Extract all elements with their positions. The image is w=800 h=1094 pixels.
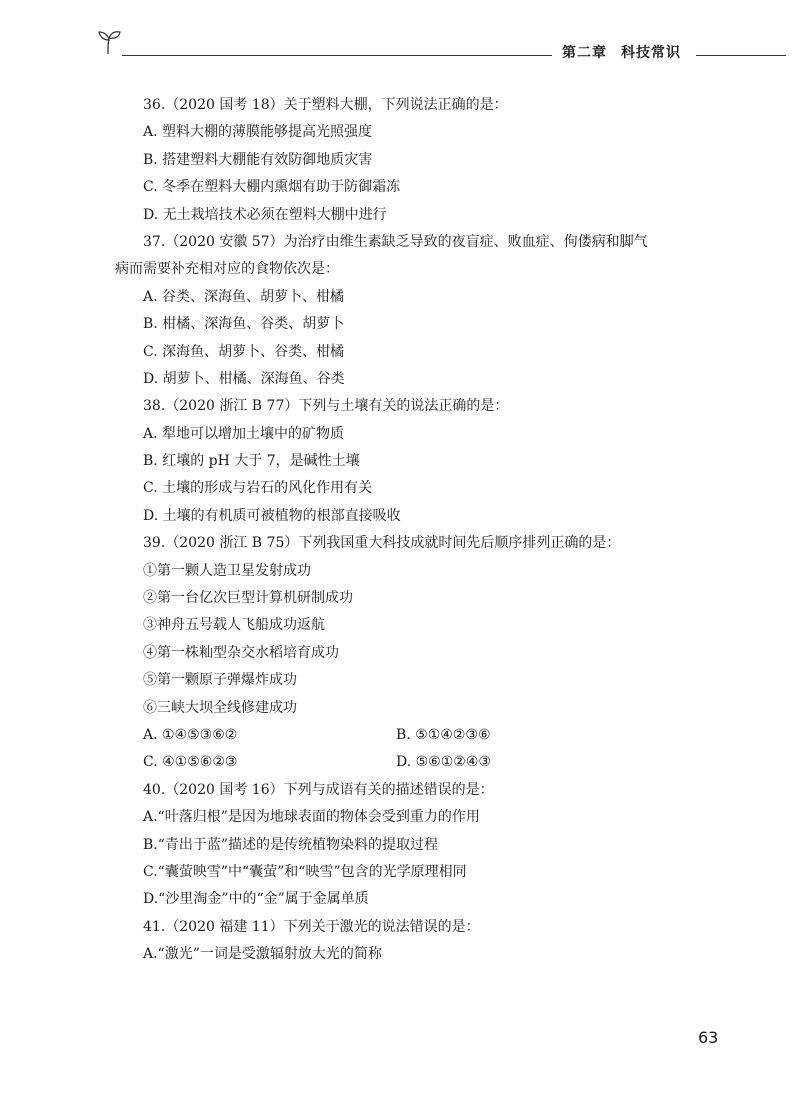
question-40-option-a: A.“叶落归根”是因为地球表面的物体会受到重力的作用	[143, 809, 480, 826]
chapter-title: 科技常识	[621, 45, 681, 61]
question-39-item-2: ②第一台亿次巨型计算机研制成功	[143, 590, 353, 607]
chapter-number: 第二章	[562, 45, 607, 61]
question-39-option-b: B. ⑤①④②③⑥	[396, 726, 491, 743]
chapter-heading	[562, 42, 695, 62]
question-39-item-4: ④第一株籼型杂交水稻培育成功	[143, 644, 339, 661]
question-37-stem-continued: 病而需要补充相对应的食物依次是：	[115, 261, 339, 278]
question-36-option-a: A. 塑料大棚的薄膜能够提高光照强度	[143, 124, 373, 141]
question-38-option-b: B. 红壤的 pH 大于 7，是碱性土壤	[143, 453, 360, 470]
question-38-option-d: D. 土壤的有机质可被植物的根部直接吸收	[143, 507, 401, 524]
question-40-stem: 40.（2020 国考 16）下列与成语有关的描述错误的是：	[143, 781, 494, 798]
question-37-option-a: A. 谷类、深海鱼、胡萝卜、柑橘	[143, 288, 345, 305]
question-40-option-b: B.“青出于蓝”描述的是传统植物染料的提取过程	[143, 836, 439, 853]
question-39-option-c: C. ④①⑤⑥②③	[143, 754, 238, 771]
question-36-option-d: D. 无土栽培技术必须在塑料大棚中进行	[143, 206, 387, 223]
question-39-option-d: D. ⑤⑥①②④③	[396, 754, 491, 771]
question-36-stem: 36.（2020 国考 18）关于塑料大棚，下列说法正确的是：	[143, 97, 508, 113]
running-header	[96, 28, 786, 68]
question-38-option-a: A. 犁地可以增加土壤中的矿物质	[143, 425, 345, 442]
question-39-item-3: ③神舟五号载人飞船成功返航	[143, 617, 325, 634]
question-40-option-d: D.“沙里淘金”中的“金”属于金属单质	[143, 891, 369, 908]
question-39-option-a: A. ①④⑤③⑥②	[143, 726, 238, 743]
page-number: 63	[698, 1028, 719, 1047]
sprout-icon	[96, 28, 126, 58]
question-37-option-b: B. 柑橘、深海鱼、谷类、胡萝卜	[143, 316, 345, 333]
header-rule-right	[696, 55, 786, 56]
question-39-item-6: ⑥三峡大坝全线修建成功	[143, 699, 297, 716]
question-41-stem: 41.（2020 福建 11）下列关于激光的说法错误的是：	[143, 918, 480, 935]
question-38-option-c: C. 土壤的形成与岩石的风化作用有关	[143, 480, 373, 497]
question-37-stem: 37.（2020 安徽 57）为治疗由维生素缺乏导致的夜盲症、败血症、佝偻病和脚气	[143, 233, 648, 250]
question-39-item-1: ①第一颗人造卫星发射成功	[143, 562, 311, 579]
question-39-options-row-1	[143, 722, 703, 749]
question-36-option-b: B. 搭建塑料大棚能有效防御地质灾害	[143, 151, 373, 168]
question-37-option-c: C. 深海鱼、胡萝卜、谷类、柑橘	[143, 343, 345, 360]
question-39-options-row-2	[143, 749, 703, 776]
question-37-option-d: D. 胡萝卜、柑橘、深海鱼、谷类	[143, 370, 345, 387]
question-list	[115, 92, 703, 969]
question-39-item-5: ⑤第一颗原子弹爆炸成功	[143, 672, 297, 689]
question-39-stem: 39.（2020 浙江 B 75）下列我国重大科技成就时间先后顺序排列正确的是：	[143, 535, 621, 552]
question-38-stem: 38.（2020 浙江 B 77）下列与土壤有关的说法正确的是：	[143, 398, 509, 415]
header-rule-left	[122, 55, 552, 56]
question-41-option-a: A.“激光”一词是受激辐射放大光的简称	[143, 946, 382, 963]
question-40-option-c: C.“囊萤映雪”中“囊萤”和“映雪”包含的光学原理相同	[143, 863, 467, 880]
question-36-option-c: C. 冬季在塑料大棚内熏烟有助于防御霜冻	[143, 179, 401, 196]
